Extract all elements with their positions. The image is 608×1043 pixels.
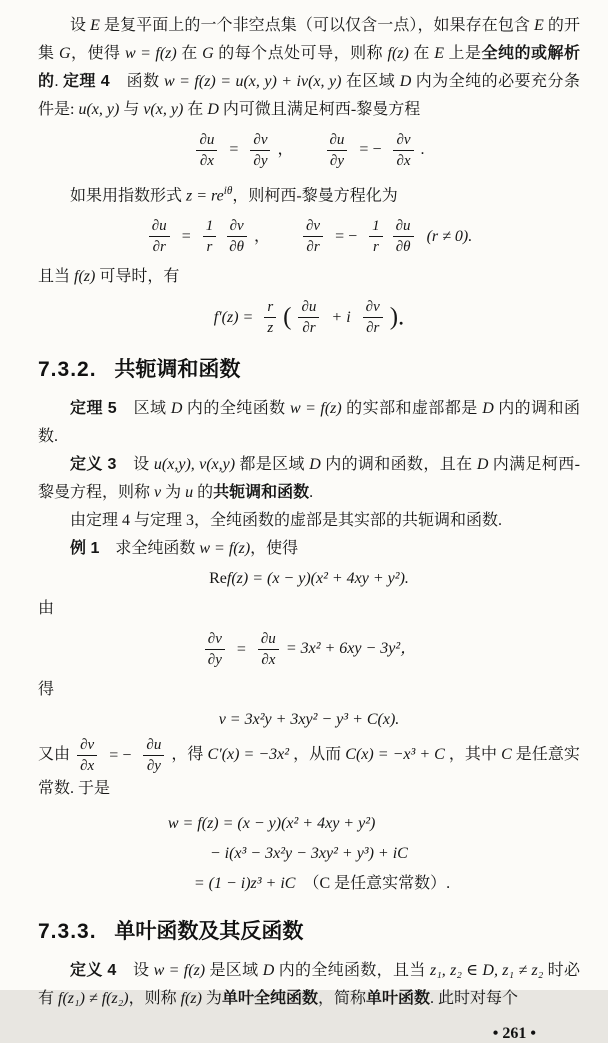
period: . (420, 141, 425, 159)
section-title: 共轭调和函数 (114, 358, 241, 382)
text-therefore: ，从而 (293, 746, 346, 764)
section-number: 7.3.2. (38, 358, 97, 382)
fraction-one-over-r: $\frac{1}{r}$ (369, 217, 383, 256)
final-result-line-1: w = f(z) = (x − y)(x² + 4xy + y²) (167, 815, 376, 833)
fraction-dv-dr: $\frac{\partial v}{\partial r}$ (303, 217, 323, 256)
comma-separator: ， (254, 227, 271, 245)
open-paren: ( (283, 303, 292, 331)
formula-v-expression: v = 3x²y + 3xy² − y³ + C(x). (218, 711, 400, 729)
equals-sign: = (236, 640, 246, 658)
paragraph-when-differentiable: 且当 f(z) 可导时，有 (38, 268, 180, 286)
paragraph-holomorphic-definition: 设 E 是复平面上的一个非空点集（可以仅含一点），如果存在包含 E 的开集 G，使得 w = f(z) 在 G 的每个点处可导，则称 f(z) 在 E 上是全纯的或解析的. 定理 4 函数 w = f(z) = u(x, y) + iv(x, y) 在区域 D 内为全纯的必要充分条件是: u(x, y) 与 v(x, y) 在 D 内可微且满足柯西-黎曼方程 (38, 17, 580, 118)
fraction-one-over-r: $\frac{1}{r}$ (203, 217, 217, 256)
text-where: ，其中 (448, 746, 502, 764)
section-title: 单叶函数及其反函数 (114, 920, 304, 944)
section-heading-732 (38, 353, 580, 383)
final-result-line-2: − i(x³ − 3x²y − 3xy² + y³) + iC (209, 845, 408, 863)
paragraph-solve-constant (38, 736, 580, 803)
fraction-dv-dy: $\frac{\partial v}{\partial y}$ (205, 630, 225, 669)
final-result-lines (168, 809, 450, 899)
c-prime-expression: C′(x) = −3x² (207, 746, 290, 764)
text-arbitrary-constant: 是任意实常数. 于是 (38, 746, 580, 798)
equals-minus-sign: = − (359, 141, 382, 159)
fraction-r-over-z: $\frac{r}{z}$ (264, 298, 276, 337)
fraction-du-dr: $\frac{\partial u}{\partial r}$ (149, 217, 170, 256)
formula-final-result (38, 809, 580, 899)
formula-real-part: Ref(z) = (x − y)(x² + 4xy + y²). (209, 570, 409, 588)
section-number: 7.3.3. (38, 920, 97, 944)
fraction-du-dy: $\frac{\partial u}{\partial y}$ (327, 131, 348, 170)
fraction-du-dx: $\frac{\partial u}{\partial x}$ (196, 131, 217, 170)
condition-r-nonzero: (r ≠ 0). (426, 227, 473, 245)
formula-cauchy-riemann (38, 131, 580, 170)
paragraph-obtain: 得 (38, 681, 55, 699)
close-paren: ). (389, 303, 405, 331)
equals-minus-sign: = − (335, 227, 358, 245)
paragraph-corollary: 由定理 4 与定理 3，全纯函数的虚部是其实部的共轭调和函数. (70, 512, 503, 530)
plus-i-operator: + i (331, 308, 351, 326)
derivative-lhs: f′(z) = (213, 308, 254, 326)
c-of-x-expression: C(x) = −x³ + C (345, 746, 445, 764)
final-result-line-3: = (1 − i)z³ + iC （C 是任意实常数）. (193, 875, 451, 893)
paragraph-by: 由 (38, 600, 55, 618)
text-youyou: 又由 (38, 746, 75, 764)
paragraph-theorem-5: 定理 5 区域 D 内的全纯函数 w = f(z) 的实部和虚部都是 D 内的调和函数. (38, 400, 580, 446)
fraction-du-dtheta: $\frac{\partial u}{\partial\theta}$ (393, 217, 414, 256)
fraction-dv-dr: $\frac{\partial v}{\partial r}$ (363, 298, 383, 337)
paragraph-example-1: 例 1 求全纯函数 w = f(z)，使得 (70, 540, 299, 558)
comma-separator: ， (277, 141, 294, 159)
fraction-dv-dtheta: $\frac{\partial v}{\partial\theta}$ (226, 217, 247, 256)
fraction-dv-dx: $\frac{\partial v}{\partial x}$ (393, 131, 413, 170)
equals-sign: = (181, 227, 191, 245)
fraction-du-dr: $\frac{\partial u}{\partial r}$ (298, 298, 319, 337)
section-heading-733 (38, 915, 580, 945)
fraction-dv-dx: $\frac{\partial v}{\partial x}$ (77, 736, 97, 775)
equals-sign: = (229, 141, 239, 159)
polynomial-rhs: = 3x² + 6xy − 3y²， (285, 640, 417, 658)
fraction-dv-dy: $\frac{\partial v}{\partial y}$ (250, 131, 270, 170)
paragraph-definition-4: 定义 4 设 w = f(z) 是区域 D 内的全纯函数，且当 z₁, z₂ ∈ D, z₁ ≠ z₂ 时必有 f(z₁) ≠ f(z₂)，则称 f(z) 为单叶全纯函数，简称单叶函数. 此时对每个 (38, 962, 580, 1008)
equals-minus-sign: = − (109, 746, 132, 764)
fraction-du-dy: $\frac{\partial u}{\partial y}$ (143, 736, 164, 775)
formula-cauchy-riemann-polar (38, 217, 580, 256)
text-obtain: ，得 (171, 746, 208, 764)
constant-c: C (501, 746, 512, 764)
paragraph-exponential-form: 如果用指数形式 $z = re^{i\theta}$，则柯西-黎曼方程化为 (70, 185, 398, 205)
fraction-du-dx: $\frac{\partial u}{\partial x}$ (258, 630, 279, 669)
formula-dv-dy (38, 630, 580, 669)
page-number: • 261 • (492, 1025, 536, 1043)
paragraph-definition-3: 定义 3 设 u(x,y), v(x,y) 都是区域 D 内的调和函数，且在 D 内满足柯西-黎曼方程，则称 v 为 u 的共轭调和函数. (38, 456, 580, 502)
formula-derivative-polar (38, 298, 580, 337)
